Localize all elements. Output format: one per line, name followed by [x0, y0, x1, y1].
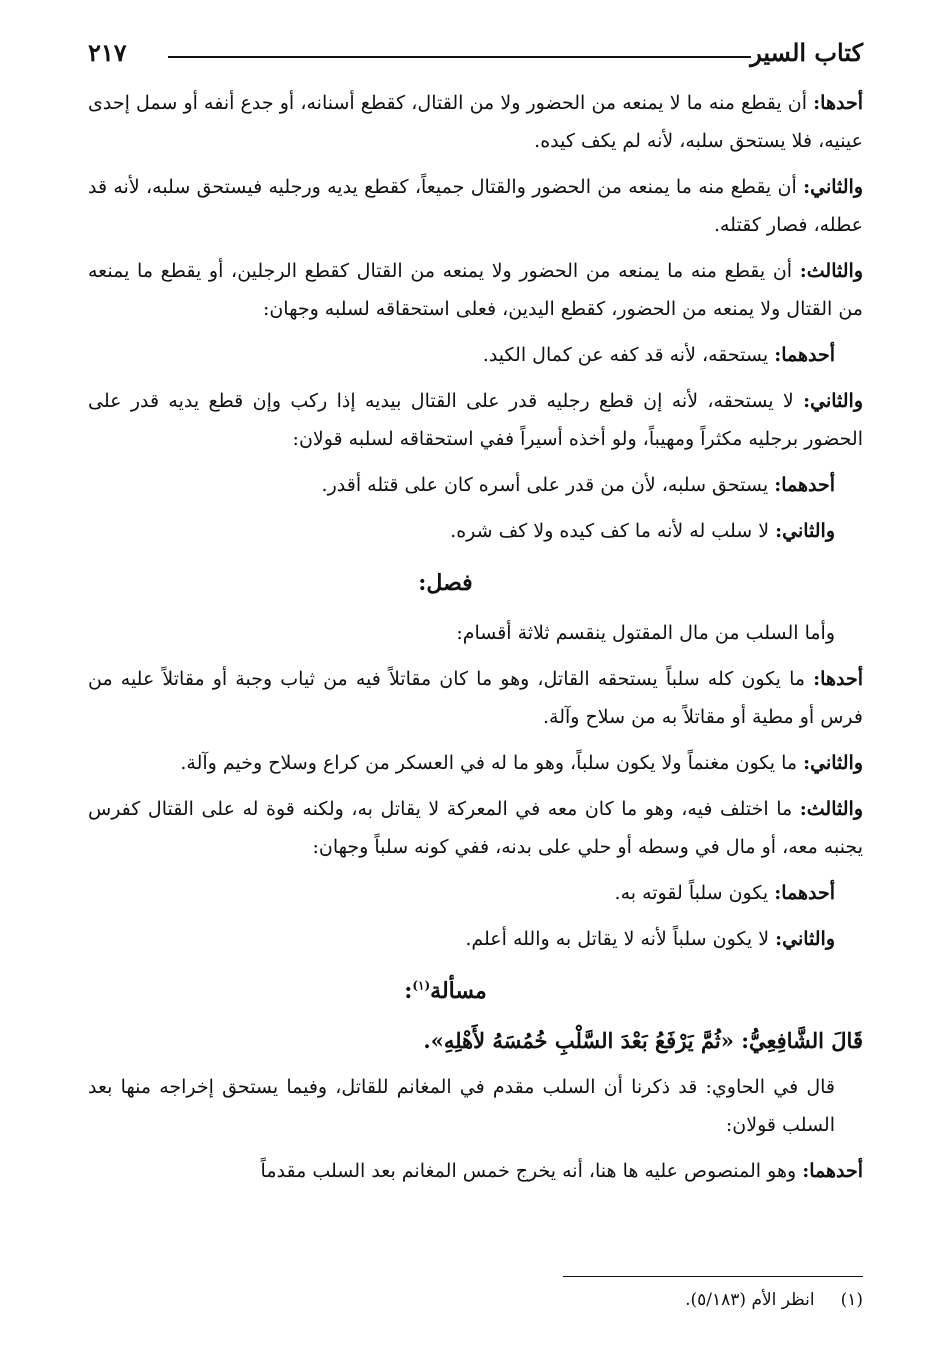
footnote-number: (١) — [840, 1290, 863, 1310]
final-paragraph — [88, 1152, 863, 1190]
final-intro: قال في الحاوي: قد ذكرنا أن السلب مقدم في المغانم للقاتل، وفيما يستحق إخراجه منها بعد السلب قولان: — [88, 1076, 835, 1136]
header-rule — [168, 56, 751, 58]
running-title: كتاب السير — [750, 38, 863, 67]
paragraph-text: وهو المنصوص عليه ها هنا، أنه يخرج خمس المغانم بعد السلب مقدماً — [260, 1160, 803, 1182]
paragraph-term: أحدها: — [813, 92, 863, 114]
paragraph-text: لا يستحقه، لأنه إن قطع رجليه قدر على القتال بيديه إذا ركب وإن قطع يديه قدر على الحضور برجليه مكثراً ومهيباً، ولو أخذه أسيراً ففي استحقاقه لسلبه قولان: — [88, 390, 863, 450]
paragraph-text: لا يكون سلباً لأنه لا يقاتل به والله أعلم. — [465, 928, 776, 950]
paragraph-text: يستحق سلبه، لأن من قدر على أسره كان على قتله أقدر. — [321, 474, 775, 496]
paragraph-text: يكون سلباً لقوته به. — [614, 882, 775, 904]
footnote — [88, 1290, 863, 1310]
paragraph-term: والثاني: — [775, 928, 835, 950]
page-body — [88, 84, 863, 1198]
paragraph-term: والثالث: — [799, 798, 863, 820]
paragraph-text: ما يكون مغنماً ولا يكون سلباً، وهو ما له في العسكر من كراع وسلاح وخيم وآلة. — [180, 752, 804, 774]
section-paragraph-4 — [88, 874, 863, 912]
paragraph-2 — [88, 168, 863, 244]
footnote-text: انظر الأم (٥/١٨٣). — [685, 1290, 815, 1310]
shafii-quote: قَالَ الشَّافِعِيُّ: «ثُمَّ يَرْفَعُ بَعْدَ السَّلْبِ خُمُسَهُ لأَهْلِهِ». — [423, 1028, 863, 1053]
masala-heading — [88, 972, 863, 1010]
paragraph-term: والثاني: — [803, 176, 863, 198]
paragraph-term: والثالث: — [799, 260, 863, 282]
paragraph-text: أن يقطع منه ما يمنعه من الحضور ولا يمنعه من القتال كقطع الرجلين، أو يقطع ما يمنعه من القتال ولا يمنعه من الحضور، كقطع اليدين، فعلى استحقاقه لسلبه وجهان: — [88, 260, 863, 320]
paragraph-text: ما يكون كله سلباً يستحقه القاتل، وهو ما كان مقاتلاً فيه من ثياب وجبة أو مقاتلاً عليه من فرس أو مطية أو مقاتلاً به من سلاح وآلة. — [88, 668, 863, 728]
paragraph-5 — [88, 382, 863, 458]
page-number: ٢١٧ — [88, 38, 127, 67]
paragraph-text: أن يقطع منه ما لا يمنعه من الحضور ولا من القتال، كقطع أسنانه، أو جدع أنفه أو سمل إحدى عينيه، فلا يستحق سلبه، لأنه لم يكف كيده. — [88, 92, 863, 152]
paragraph-term: أحدهما: — [774, 882, 835, 904]
paragraph-text: يستحقه، لأنه قد كفه عن كمال الكيد. — [482, 344, 775, 366]
section-intro: وأما السلب من مال المقتول ينقسم ثلاثة أقسام: — [456, 622, 835, 644]
paragraph-term: أحدهما: — [774, 474, 835, 496]
footnote-reference[interactable]: (١) — [412, 978, 431, 993]
paragraph-1 — [88, 84, 863, 160]
section-paragraph-3 — [88, 790, 863, 866]
section-heading: فصل: — [418, 570, 473, 596]
section-paragraph-5 — [88, 920, 863, 958]
paragraph-term: والثاني: — [775, 520, 835, 542]
paragraph-term: والثاني: — [803, 390, 863, 412]
paragraph-4 — [88, 336, 863, 374]
footnote-rule — [563, 1276, 863, 1277]
masala-colon: : — [404, 978, 413, 1004]
masala-title: مسألة — [430, 978, 487, 1004]
paragraph-term: أحدها: — [813, 668, 863, 690]
paragraph-term: والثاني: — [803, 752, 863, 774]
page-header — [88, 38, 863, 78]
paragraph-text: لا سلب له لأنه ما كف كيده ولا كف شره. — [450, 520, 776, 542]
section-paragraph-1 — [88, 660, 863, 736]
paragraph-text: أن يقطع منه ما يمنعه من الحضور والقتال جميعاً، كقطع يديه ورجليه فيستحق سلبه، لأنه قد عطله، فصار كقتله. — [88, 176, 863, 236]
paragraph-term: أحدهما: — [774, 344, 835, 366]
paragraph-3 — [88, 252, 863, 328]
paragraph-term: أحدهما: — [802, 1160, 863, 1182]
paragraph-text: ما اختلف فيه، وهو ما كان معه في المعركة لا يقاتل به، ولكنه قوة له على القتال كفرس يجنبه معه، أو مال في وسطه أو حلي على بدنه، ففي كونه سلباً وجهان: — [88, 798, 863, 858]
section-paragraph-2 — [88, 744, 863, 782]
paragraph-7 — [88, 512, 863, 550]
paragraph-6 — [88, 466, 863, 504]
